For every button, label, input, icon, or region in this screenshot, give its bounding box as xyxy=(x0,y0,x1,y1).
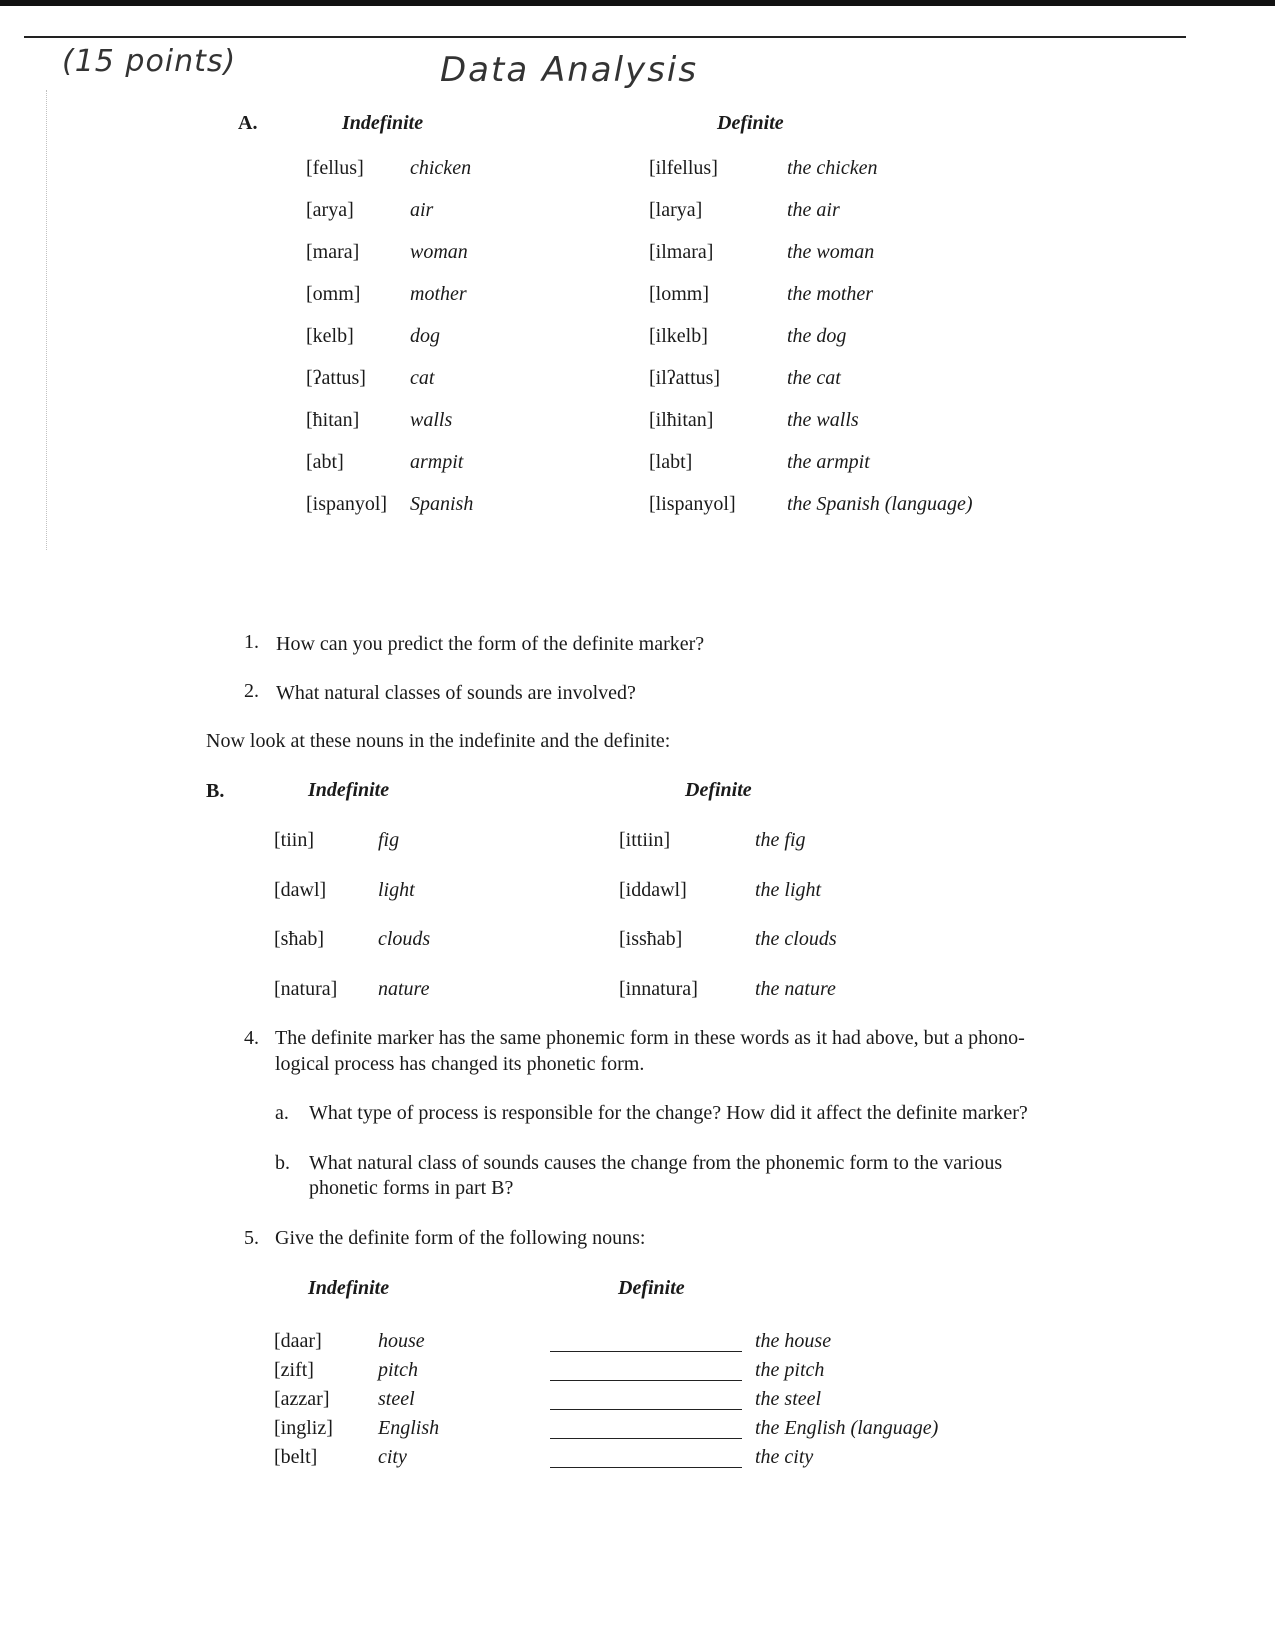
section-a-indefinite-header: Indefinite xyxy=(342,112,424,134)
section-a-definite-header: Definite xyxy=(717,112,784,134)
header-rule xyxy=(24,36,1186,38)
transition-text: Now look at these nouns in the indefinite and the definite: xyxy=(206,730,671,752)
definite-form: [ilkelb] xyxy=(649,325,708,347)
indefinite-form: [fellus] xyxy=(306,157,364,179)
definite-form: [lispanyol] xyxy=(649,493,736,515)
definite-form: [lomm] xyxy=(649,283,709,305)
table-row xyxy=(0,1330,1275,1360)
indefinite-gloss: house xyxy=(378,1330,425,1352)
table-row xyxy=(0,241,1275,271)
section-a-letter: A. xyxy=(238,112,258,134)
definite-gloss: the Spanish (language) xyxy=(787,493,973,515)
indefinite-gloss: dog xyxy=(410,325,440,347)
question-number: 2. xyxy=(244,680,259,702)
definite-form: [ilʔattus] xyxy=(649,367,721,389)
indefinite-form: [arya] xyxy=(306,199,354,221)
question-number: 5. xyxy=(244,1227,259,1249)
indefinite-gloss: pitch xyxy=(378,1359,418,1381)
indefinite-gloss: woman xyxy=(410,241,468,263)
table-row xyxy=(0,199,1275,229)
indefinite-gloss: mother xyxy=(410,283,467,305)
question-5-definite-header: Definite xyxy=(618,1277,685,1299)
answer-blank[interactable] xyxy=(550,1438,742,1439)
definite-gloss: the fig xyxy=(755,829,806,851)
table-row xyxy=(0,325,1275,355)
definite-form: [innatura] xyxy=(619,977,698,1000)
section-b-letter: B. xyxy=(206,780,225,802)
answer-blank[interactable] xyxy=(550,1380,742,1381)
table-row xyxy=(0,283,1275,313)
indefinite-gloss: English xyxy=(378,1417,440,1439)
subquestion-a-label: a. xyxy=(275,1102,289,1124)
question-5-text: Give the definite form of the following nouns: xyxy=(275,1227,646,1249)
definite-form: [ilfellus] xyxy=(649,157,718,179)
definite-gloss: the clouds xyxy=(755,928,837,950)
indefinite-form: [kelb] xyxy=(306,325,354,347)
definite-gloss: the armpit xyxy=(787,451,870,473)
question-text: How can you predict the form of the definite marker? xyxy=(276,633,705,655)
indefinite-form: [sħab] xyxy=(274,928,324,950)
definite-form: [labt] xyxy=(649,451,693,473)
subquestion-b-line-2: phonetic forms in part B? xyxy=(309,1177,514,1199)
indefinite-gloss: clouds xyxy=(378,928,431,950)
indefinite-gloss: fig xyxy=(378,829,400,851)
answer-blank[interactable] xyxy=(550,1351,742,1352)
definite-form: [ittiin] xyxy=(619,829,671,851)
table-row xyxy=(0,367,1275,397)
definite-gloss: the mother xyxy=(787,283,874,305)
indefinite-gloss: cat xyxy=(410,367,435,389)
table-row xyxy=(0,829,1275,859)
definite-gloss: the dog xyxy=(787,325,847,347)
table-row xyxy=(0,879,1275,909)
definite-gloss: the woman xyxy=(787,241,875,263)
table-row xyxy=(0,409,1275,439)
question-4-line-2: logical process has changed its phonetic form. xyxy=(275,1053,645,1075)
indefinite-gloss: steel xyxy=(378,1388,415,1410)
definite-form: [ilħitan] xyxy=(649,409,714,431)
indefinite-gloss: Spanish xyxy=(410,493,474,515)
table-row xyxy=(0,1359,1275,1389)
indefinite-form: [ispanyol] xyxy=(306,493,388,515)
question-number: 1. xyxy=(244,631,259,653)
question-number: 4. xyxy=(244,1027,259,1049)
answer-blank[interactable] xyxy=(550,1409,742,1410)
indefinite-gloss: armpit xyxy=(410,451,464,473)
table-row xyxy=(0,451,1275,481)
question-2 xyxy=(244,680,1144,708)
table-row xyxy=(0,1417,1275,1447)
page-title: Data Analysis xyxy=(440,50,699,90)
indefinite-form: [natura] xyxy=(274,977,338,1000)
question-1 xyxy=(244,631,1144,659)
table-row xyxy=(0,978,1275,1008)
indefinite-form: [ħitan] xyxy=(306,409,360,431)
table-row xyxy=(0,157,1275,187)
points-note: (15 points) xyxy=(62,44,237,79)
indefinite-form: [zift] xyxy=(274,1359,314,1381)
definite-gloss: the steel xyxy=(755,1388,822,1410)
indefinite-gloss: chicken xyxy=(410,157,472,179)
question-5-indefinite-header: Indefinite xyxy=(308,1277,390,1299)
definite-gloss: the cat xyxy=(787,367,841,389)
section-b-definite-header: Definite xyxy=(685,779,752,801)
indefinite-form: [dawl] xyxy=(274,878,327,901)
subquestion-b-label: b. xyxy=(275,1152,290,1174)
definite-gloss: the walls xyxy=(787,409,859,431)
table-row xyxy=(0,1446,1275,1476)
indefinite-form: [ʔattus] xyxy=(306,367,366,389)
definite-form: [iddawl] xyxy=(619,878,687,901)
definite-gloss: the English (language) xyxy=(755,1417,939,1439)
indefinite-gloss: air xyxy=(410,199,434,221)
definite-form: [ilmara] xyxy=(649,241,714,263)
indefinite-form: [mara] xyxy=(306,241,360,263)
subquestion-a-text: What type of process is responsible for the change? How did it affect the definite marker? xyxy=(309,1102,1028,1124)
question-4-line-1: The definite marker has the same phonemic form in these words as it had above, but a phono- xyxy=(275,1027,1025,1049)
definite-gloss: the pitch xyxy=(755,1359,825,1381)
indefinite-form: [belt] xyxy=(274,1446,318,1468)
definite-gloss: the light xyxy=(755,878,822,901)
definite-gloss: the air xyxy=(787,199,840,221)
definite-gloss: the chicken xyxy=(787,157,878,179)
indefinite-form: [daar] xyxy=(274,1330,322,1352)
definite-gloss: the city xyxy=(755,1446,814,1468)
answer-blank[interactable] xyxy=(550,1467,742,1468)
section-b-indefinite-header: Indefinite xyxy=(308,779,390,801)
indefinite-form: [abt] xyxy=(306,451,344,473)
indefinite-form: [omm] xyxy=(306,283,361,305)
definite-form: [issħab] xyxy=(619,928,683,950)
table-row xyxy=(0,493,1275,523)
indefinite-form: [azzar] xyxy=(274,1388,330,1410)
indefinite-form: [tiin] xyxy=(274,829,314,851)
table-row xyxy=(0,928,1275,958)
definite-gloss: the nature xyxy=(755,977,836,1000)
indefinite-gloss: light xyxy=(378,878,415,901)
subquestion-b-line-1: What natural class of sounds causes the change from the phonemic form to the various xyxy=(309,1152,1003,1174)
table-row xyxy=(0,1388,1275,1418)
indefinite-gloss: city xyxy=(378,1446,407,1468)
question-text: What natural classes of sounds are involved? xyxy=(276,682,636,704)
indefinite-gloss: nature xyxy=(378,977,430,1000)
top-border xyxy=(0,0,1275,6)
indefinite-gloss: walls xyxy=(410,409,453,431)
definite-form: [larya] xyxy=(649,199,703,221)
indefinite-form: [ingliz] xyxy=(274,1417,333,1439)
definite-gloss: the house xyxy=(755,1330,832,1352)
